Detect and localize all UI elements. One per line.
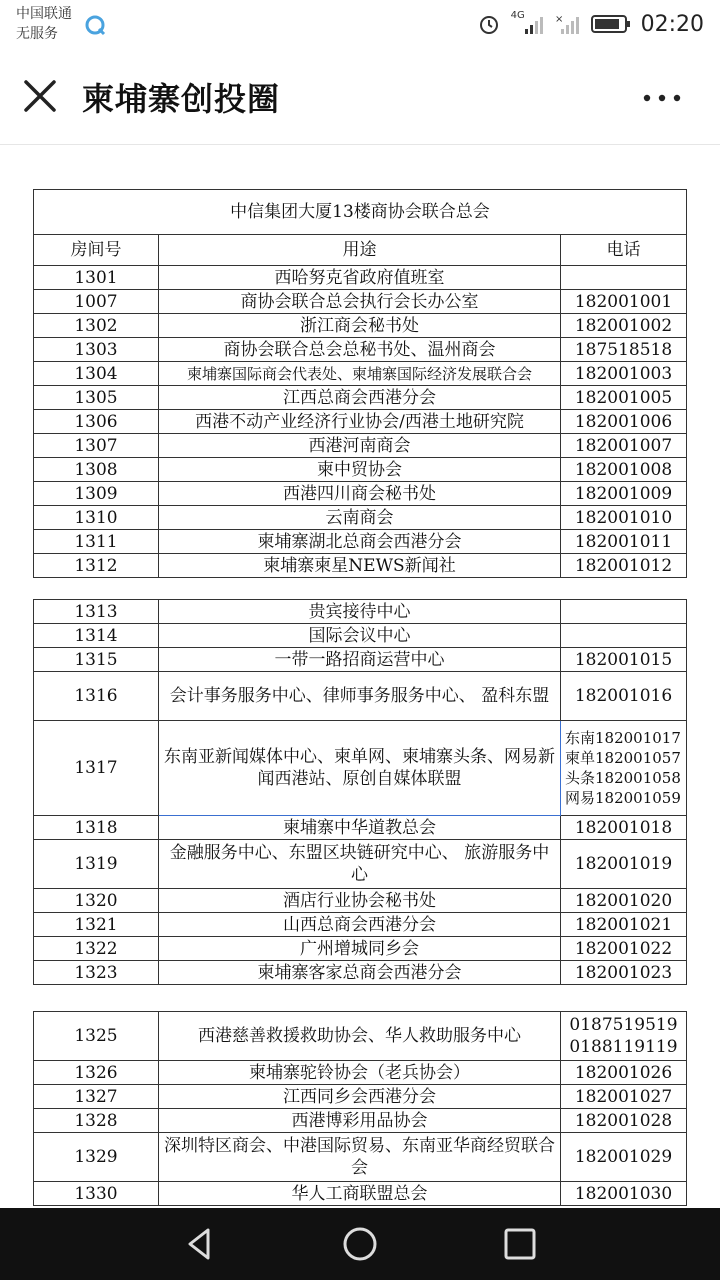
table-row	[34, 600, 687, 624]
phone-cell: 182001007	[561, 434, 687, 458]
table-row	[34, 840, 687, 889]
recents-icon[interactable]	[500, 1224, 540, 1264]
battery-icon	[591, 12, 631, 36]
phone-cell	[561, 266, 687, 290]
table-row	[34, 672, 687, 721]
purpose-cell: 西港不动产业经济行业协会/西港土地研究院	[159, 410, 561, 434]
purpose-cell: 会计事务服务中心、律师事务服务中心、 盈科东盟	[159, 672, 561, 721]
phone-cell: 182001021	[561, 913, 687, 937]
purpose-cell: 柬埔寨驼铃协会（老兵协会）	[159, 1061, 561, 1085]
room-cell: 1313	[34, 600, 159, 624]
room-cell: 1308	[34, 458, 159, 482]
phone-cell: 182001012	[561, 554, 687, 578]
table-row	[34, 266, 687, 290]
phone-cell: 182001019	[561, 840, 687, 889]
purpose-cell: 西港河南商会	[159, 434, 561, 458]
purpose-cell: 商协会联合总会总秘书处、温州商会	[159, 338, 561, 362]
carrier-name: 中国联通	[16, 6, 72, 22]
room-cell: 1322	[34, 937, 159, 961]
purpose-cell: 酒店行业协会秘书处	[159, 889, 561, 913]
table-row	[34, 434, 687, 458]
close-icon[interactable]	[22, 78, 58, 114]
room-cell: 1314	[34, 624, 159, 648]
clock: 02:20	[640, 11, 704, 37]
phone-cell	[561, 600, 687, 624]
purpose-cell: 广州增城同乡会	[159, 937, 561, 961]
room-cell: 1327	[34, 1085, 159, 1109]
purpose-cell: 柬埔寨湖北总商会西港分会	[159, 530, 561, 554]
purpose-cell: 西哈努克省政府值班室	[159, 266, 561, 290]
phone-cell: 182001022	[561, 937, 687, 961]
phone-cell: 182001010	[561, 506, 687, 530]
room-cell: 1319	[34, 840, 159, 889]
table-row	[34, 554, 687, 578]
table-caption: 中信集团大厦13楼商协会联合总会	[34, 190, 687, 235]
purpose-cell: 柬埔寨国际商会代表处、柬埔寨国际经济发展联合会	[159, 362, 561, 386]
purpose-cell: 一带一路招商运营中心	[159, 648, 561, 672]
back-icon[interactable]	[180, 1224, 220, 1264]
table-row	[34, 458, 687, 482]
page-title: 柬埔寨创投圈	[82, 80, 281, 118]
table-row	[34, 1061, 687, 1085]
purpose-cell: 深圳特区商会、中港国际贸易、东南亚华商经贸联合会	[159, 1133, 561, 1182]
table-row	[34, 913, 687, 937]
room-cell: 1323	[34, 961, 159, 985]
purpose-cell: 柬埔寨中华道教总会	[159, 816, 561, 840]
room-cell: 1316	[34, 672, 159, 721]
purpose-cell: 柬埔寨柬星NEWS新闻社	[159, 554, 561, 578]
phone-cell: 187518518	[561, 338, 687, 362]
phone-cell	[561, 721, 687, 816]
table-row	[34, 889, 687, 913]
room-cell: 1321	[34, 913, 159, 937]
table-row	[34, 362, 687, 386]
purpose-cell: 柬中贸协会	[159, 458, 561, 482]
room-cell: 1301	[34, 266, 159, 290]
room-cell: 1305	[34, 386, 159, 410]
table-caption-row	[34, 190, 687, 235]
phone-cell: 182001028	[561, 1109, 687, 1133]
room-cell: 1310	[34, 506, 159, 530]
room-cell: 1309	[34, 482, 159, 506]
service-status: 无服务	[16, 26, 58, 42]
room-cell: 1303	[34, 338, 159, 362]
header-room: 房间号	[34, 235, 159, 266]
table-row	[34, 1012, 687, 1061]
phone-cell: 182001020	[561, 889, 687, 913]
status-bar	[0, 0, 720, 48]
room-cell: 1318	[34, 816, 159, 840]
table-row	[34, 290, 687, 314]
room-cell: 1315	[34, 648, 159, 672]
header-phone: 电话	[561, 235, 687, 266]
purpose-cell: 山西总商会西港分会	[159, 913, 561, 937]
image-gap	[0, 582, 720, 596]
phone-cell: 182001001	[561, 290, 687, 314]
phone-cell	[561, 1012, 687, 1061]
purpose-cell: 国际会议中心	[159, 624, 561, 648]
table-row	[34, 1109, 687, 1133]
phone-line: 头条182001058	[565, 769, 681, 787]
table-row	[34, 314, 687, 338]
room-cell: 1329	[34, 1133, 159, 1182]
purpose-cell: 云南商会	[159, 506, 561, 530]
table-row	[34, 1133, 687, 1182]
phone-cell: 182001003	[561, 362, 687, 386]
room-cell: 1312	[34, 554, 159, 578]
phone-cell: 182001029	[561, 1133, 687, 1182]
purpose-cell: 柬埔寨客家总商会西港分会	[159, 961, 561, 985]
table-header-row	[34, 235, 687, 266]
phone-cell: 182001006	[561, 410, 687, 434]
purpose-cell: 金融服务中心、东盟区块链研究中心、 旅游服务中心	[159, 840, 561, 889]
purpose-cell: 贵宾接待中心	[159, 600, 561, 624]
table-row	[34, 624, 687, 648]
phone-cell: 182001002	[561, 314, 687, 338]
navigation-bar	[0, 1208, 720, 1280]
room-cell: 1307	[34, 434, 159, 458]
directory-table-part2	[33, 599, 687, 985]
room-cell: 1304	[34, 362, 159, 386]
purpose-cell: 西港四川商会秘书处	[159, 482, 561, 506]
header-purpose: 用途	[159, 235, 561, 266]
app-bar	[0, 48, 720, 145]
purpose-cell: 西港慈善救援救助协会、华人救助服务中心	[159, 1012, 561, 1061]
purpose-cell: 华人工商联盟总会	[159, 1182, 561, 1206]
phone-cell: 182001008	[561, 458, 687, 482]
phone-cell: 182001005	[561, 386, 687, 410]
room-cell: 1326	[34, 1061, 159, 1085]
phone-cell: 182001027	[561, 1085, 687, 1109]
browser-icon	[84, 14, 106, 36]
status-icons	[477, 10, 704, 38]
room-cell: 1320	[34, 889, 159, 913]
table-row	[34, 937, 687, 961]
room-cell: 1311	[34, 530, 159, 554]
table-row	[34, 648, 687, 672]
purpose-cell: 西港博彩用品协会	[159, 1109, 561, 1133]
directory-table-part1	[33, 189, 687, 578]
phone-cell: 182001026	[561, 1061, 687, 1085]
phone-line: 0188119119	[569, 1037, 678, 1057]
table-row	[34, 338, 687, 362]
table-row	[34, 816, 687, 840]
home-icon[interactable]	[340, 1224, 380, 1264]
table-row	[34, 1085, 687, 1109]
purpose-cell: 东南亚新闻媒体中心、柬单网、柬埔寨头条、网易新闻西港站、原创自媒体联盟	[159, 721, 561, 816]
table-row	[34, 1182, 687, 1206]
table-row	[34, 386, 687, 410]
table-row	[34, 721, 687, 816]
room-cell: 1317	[34, 721, 159, 816]
phone-cell: 182001016	[561, 672, 687, 721]
phone-line: 网易182001059	[565, 789, 681, 807]
room-cell: 1325	[34, 1012, 159, 1061]
phone-cell: 182001009	[561, 482, 687, 506]
alarm-icon	[477, 12, 501, 36]
carrier-info	[16, 4, 72, 44]
table-row	[34, 506, 687, 530]
more-icon[interactable]	[642, 88, 682, 108]
phone-cell: 182001015	[561, 648, 687, 672]
table-row	[34, 410, 687, 434]
svg-text:×: ×	[554, 14, 563, 25]
room-cell: 1302	[34, 314, 159, 338]
phone-cell	[561, 624, 687, 648]
purpose-cell: 江西总商会西港分会	[159, 386, 561, 410]
table-row	[34, 530, 687, 554]
purpose-cell: 商协会联合总会执行会长办公室	[159, 290, 561, 314]
phone-cell: 182001030	[561, 1182, 687, 1206]
phone-cell: 182001018	[561, 816, 687, 840]
room-cell: 1306	[34, 410, 159, 434]
phone-cell: 182001011	[561, 530, 687, 554]
table-row	[34, 482, 687, 506]
image-gap	[0, 994, 720, 1008]
phone-line: 柬单182001057	[565, 749, 681, 767]
room-cell: 1330	[34, 1182, 159, 1206]
article-content	[0, 145, 720, 1208]
signal-4g-icon: 4G	[511, 12, 545, 36]
purpose-cell: 浙江商会秘书处	[159, 314, 561, 338]
purpose-cell: 江西同乡会西港分会	[159, 1085, 561, 1109]
table-row	[34, 961, 687, 985]
phone-line: 0187519519	[569, 1015, 678, 1035]
signal-off-icon	[555, 12, 581, 36]
directory-table-part3	[33, 1011, 687, 1206]
room-cell: 1328	[34, 1109, 159, 1133]
room-cell: 1007	[34, 290, 159, 314]
phone-line: 东南182001017	[565, 729, 681, 747]
phone-cell: 182001023	[561, 961, 687, 985]
